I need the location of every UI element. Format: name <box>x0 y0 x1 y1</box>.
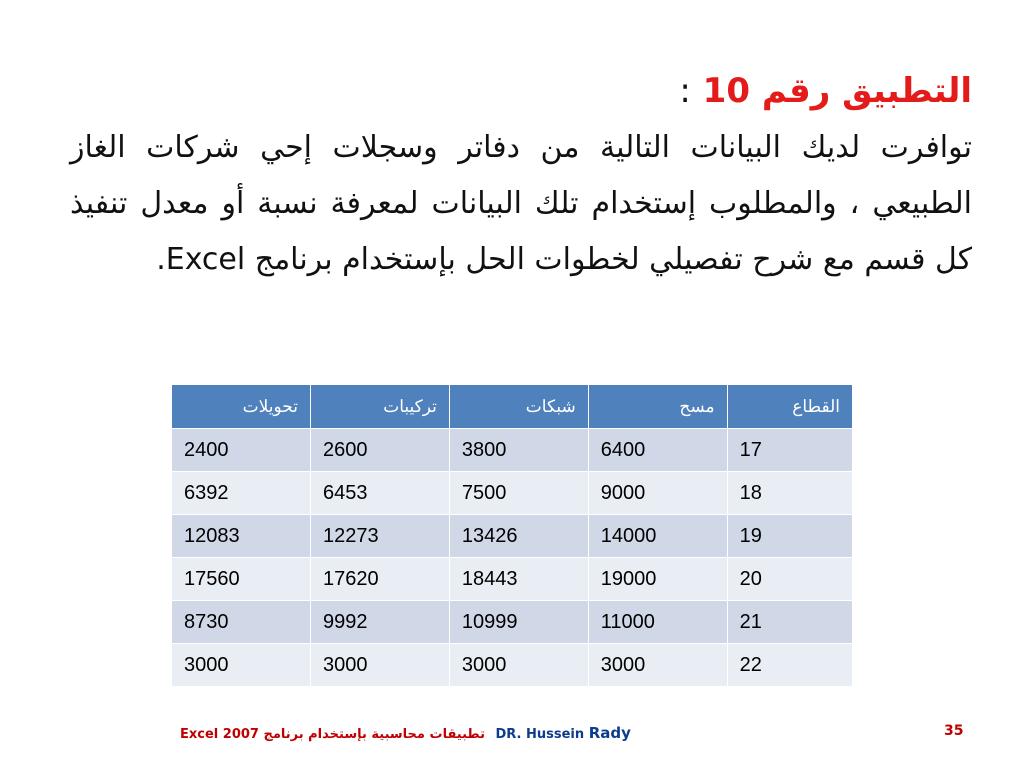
table-cell: 17 <box>727 429 852 472</box>
table-cell: 9992 <box>310 601 449 644</box>
table-cell: 2400 <box>172 429 311 472</box>
footer-author <box>495 724 631 742</box>
table-cell: 17560 <box>172 558 311 601</box>
footer <box>180 724 631 742</box>
table-cell: 18 <box>727 472 852 515</box>
body-paragraph: توافرت لديك البيانات التالية من دفاتر وسجلات إحي شركات الغاز الطبيعي ، والمطلوب إستخدام تلك البيانات لمعرفة نسبة أو معدل تنفيذ كل قسم مع شرح تفصيلي لخطوات الحل بإستخدام برنامج Excel. <box>70 130 972 277</box>
footer-author-name: Rady <box>588 724 631 742</box>
table-row <box>172 472 853 515</box>
table-cell: 3000 <box>449 644 588 687</box>
title-text: التطبيق رقم 10 <box>702 71 972 111</box>
table-cell: 18443 <box>449 558 588 601</box>
table-cell: 3000 <box>172 644 311 687</box>
table-cell: 17620 <box>310 558 449 601</box>
table-cell: 11000 <box>588 601 727 644</box>
table-cell: 12083 <box>172 515 311 558</box>
table-cell: 2600 <box>310 429 449 472</box>
column-header-networks: شبكات <box>449 385 588 429</box>
table-cell: 21 <box>727 601 852 644</box>
column-header-installations: تركيبات <box>310 385 449 429</box>
table-row <box>172 515 853 558</box>
slide-title <box>679 66 972 116</box>
table-row <box>172 601 853 644</box>
column-header-survey: مسح <box>588 385 727 429</box>
table-cell: 22 <box>727 644 852 687</box>
footer-course-title: تطبيقات محاسبية بإستخدام برنامج Excel 2007 <box>180 727 485 742</box>
table-cell: 8730 <box>172 601 311 644</box>
table-cell: 19 <box>727 515 852 558</box>
table-cell: 20 <box>727 558 852 601</box>
column-header-conversions: تحويلات <box>172 385 311 429</box>
table-row <box>172 644 853 687</box>
table-cell: 14000 <box>588 515 727 558</box>
table-row <box>172 429 853 472</box>
table-cell: 3000 <box>310 644 449 687</box>
table-cell: 12273 <box>310 515 449 558</box>
table-cell: 6453 <box>310 472 449 515</box>
data-table <box>171 384 853 687</box>
table-row <box>172 558 853 601</box>
table-cell: 9000 <box>588 472 727 515</box>
page-number: 35 <box>944 723 964 739</box>
title-colon: : <box>679 71 691 111</box>
table-header-row <box>172 385 853 429</box>
column-header-sector: القطاع <box>727 385 852 429</box>
table-cell: 13426 <box>449 515 588 558</box>
table-cell: 6400 <box>588 429 727 472</box>
table-cell: 3800 <box>449 429 588 472</box>
table-cell: 10999 <box>449 601 588 644</box>
table-cell: 3000 <box>588 644 727 687</box>
table-cell: 19000 <box>588 558 727 601</box>
footer-author-prefix: DR. Hussein <box>495 727 585 742</box>
table-cell: 7500 <box>449 472 588 515</box>
table-cell: 6392 <box>172 472 311 515</box>
